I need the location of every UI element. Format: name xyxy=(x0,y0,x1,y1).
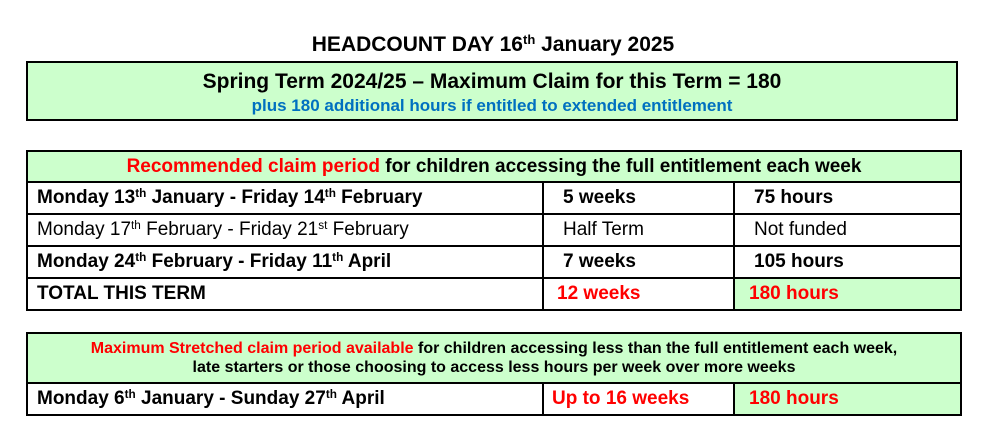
total-weeks: 12 weeks xyxy=(543,278,734,310)
period-cell: Monday 17th February - Friday 21st February xyxy=(27,214,543,246)
total-label: TOTAL THIS TERM xyxy=(27,278,543,310)
total-hours: 180 hours xyxy=(734,278,961,310)
weeks-cell: 7 weeks xyxy=(543,246,734,278)
recommended-claim-table xyxy=(26,150,962,311)
weeks-cell: Half Term xyxy=(543,214,734,246)
period-cell: Monday 13th January - Friday 14th February xyxy=(27,182,543,214)
total-row xyxy=(27,278,961,310)
maximum-claim-text: Spring Term 2024/25 – Maximum Claim for this Term = 180 xyxy=(202,70,782,93)
weeks-cell: 5 weeks xyxy=(543,182,734,214)
extended-entitlement-note: plus 180 additional hours if entitled to extended entitlement xyxy=(251,96,733,115)
weeks-cell: Up to 16 weeks xyxy=(543,383,734,415)
period-cell: Monday 6th January - Sunday 27th April xyxy=(27,383,543,415)
table-row xyxy=(27,214,961,246)
period-cell: Monday 24th February - Friday 11th April xyxy=(27,246,543,278)
hours-cell: Not funded xyxy=(734,214,961,246)
headcount-day-title: HEADCOUNT DAY 16th January 2025 xyxy=(311,31,675,56)
table-row xyxy=(27,383,961,415)
table-row xyxy=(27,182,961,214)
stretched-claim-table xyxy=(26,332,962,416)
table-row xyxy=(27,246,961,278)
hours-cell: 105 hours xyxy=(734,246,961,278)
recommended-header: Recommended claim period for children accessing the full entitlement each week xyxy=(27,151,961,182)
recommended-header-row xyxy=(27,151,961,182)
stretched-header: Maximum Stretched claim period available for children accessing less than the full entitlement each week, late starters or those choosing to access less hours per week over more weeks xyxy=(27,333,961,383)
hours-cell: 75 hours xyxy=(734,182,961,214)
term-summary-box xyxy=(26,61,958,121)
stretched-header-row xyxy=(27,333,961,383)
hours-cell: 180 hours xyxy=(734,383,961,415)
